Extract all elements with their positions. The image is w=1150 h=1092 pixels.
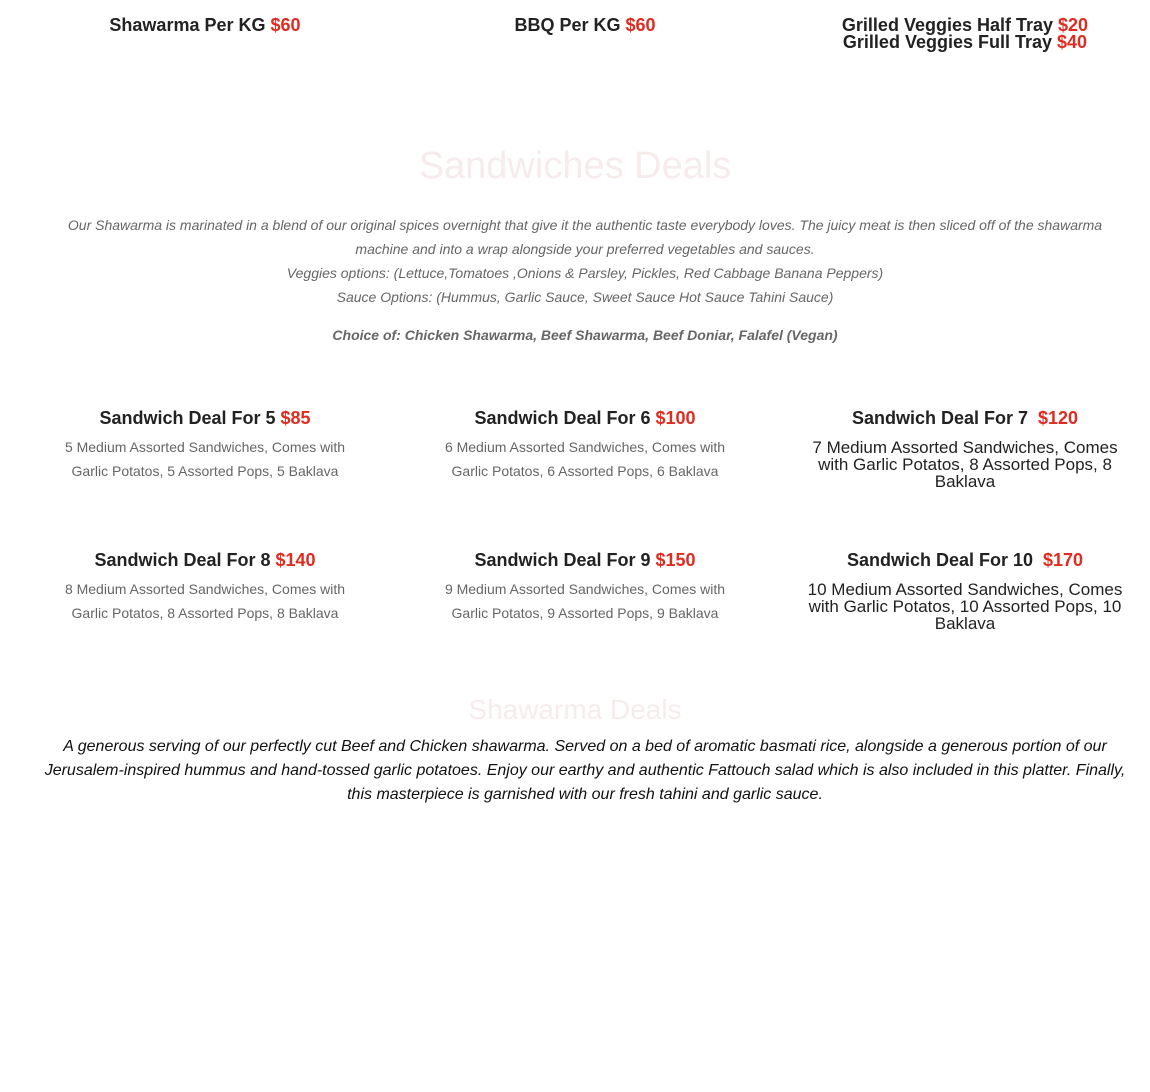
deal-description: 5 Medium Assorted Sandwiches, Comes with Garlic Potatos, 5 Assorted Pops, 5 Baklava: [64, 439, 346, 479]
item-price: $20: [1058, 15, 1089, 35]
deal-title: Sandwich Deal For 10: [846, 550, 1033, 570]
top-item-bbq: [410, 17, 760, 34]
deal-card: [410, 550, 760, 625]
deal-description: 8 Medium Assorted Sandwiches, Comes with Garlic Potatos, 8 Assorted Pops, 8 Baklava: [64, 581, 346, 621]
deal-title: Sandwich Deal For 6: [474, 408, 651, 428]
intro-description: Our Shawarma is marinated in a blend of our original spices overnight that give it the authentic taste everybody loves. The juicy meat is then sliced off of the shawarma machine and into a wrap alongside your preferred vegetables and sauces.: [67, 217, 1103, 257]
deal-title: Sandwich Deal For 5: [99, 408, 276, 428]
item-price: $40: [1057, 32, 1088, 52]
deal-title: Sandwich Deal For 8: [94, 550, 271, 570]
deal-price: $150: [655, 550, 696, 570]
item-label: BBQ Per KG: [514, 15, 621, 35]
top-item-grilled-veggies: [790, 17, 1140, 51]
deal-card: [30, 408, 380, 483]
veggie-options: Veggies options: (Lettuce,Tomatoes ,Onions & Parsley, Pickles, Red Cabbage Banana Peppers): [286, 265, 884, 281]
shawarma-deals-description: A generous serving of our perfectly cut Beef and Chicken shawarma. Served on a bed of aromatic basmati rice, alongside a generous portion of our Jerusalem-inspired hummus and hand-tossed garlic potatoes. Enjoy our earthy and authentic Fattouch salad which is also included in this platter. Finally, this masterpiece is garnished with our fresh tahini and garlic sauce.: [44, 738, 1126, 803]
deal-price: $140: [275, 550, 316, 570]
choice-options: Choice of: Chicken Shawarma, Beef Shawarma, Beef Doniar, Falafel (Vegan): [332, 327, 838, 343]
deal-description: 7 Medium Assorted Sandwiches, Comes with Garlic Potatos, 8 Assorted Pops, 8 Baklava: [812, 438, 1118, 491]
deal-price: $170: [1043, 550, 1084, 570]
sandwiches-section-title: Sandwiches Deals: [418, 145, 732, 187]
sandwiches-intro: [60, 213, 1110, 347]
item-price: $60: [270, 15, 301, 35]
deal-card: [30, 550, 380, 625]
sauce-options: Sauce Options: (Hummus, Garlic Sauce, Sweet Sauce Hot Sauce Tahini Sauce): [336, 289, 834, 305]
deal-description: 9 Medium Assorted Sandwiches, Comes with Garlic Potatos, 9 Assorted Pops, 9 Baklava: [444, 581, 726, 621]
deal-description: 6 Medium Assorted Sandwiches, Comes with Garlic Potatos, 6 Assorted Pops, 6 Baklava: [444, 439, 726, 479]
deal-card: [410, 408, 760, 483]
deal-title: Sandwich Deal For 9: [474, 550, 651, 570]
deal-price: $85: [280, 408, 311, 428]
deal-price: $120: [1038, 408, 1079, 428]
item-label: Grilled Veggies Full Tray: [842, 32, 1052, 52]
item-label: Shawarma Per KG: [109, 15, 266, 35]
item-price: $60: [625, 15, 656, 35]
deal-card: [795, 550, 1135, 632]
top-item-shawarma: [30, 17, 380, 34]
deal-card: [795, 408, 1135, 490]
item-label: Grilled Veggies Half Tray: [841, 15, 1054, 35]
deal-description: 10 Medium Assorted Sandwiches, Comes with Garlic Potatos, 10 Assorted Pops, 10 Baklava: [807, 580, 1123, 633]
deal-title: Sandwich Deal For 7: [851, 408, 1028, 428]
shawarma-section-title: Shawarma Deals: [468, 694, 682, 725]
deal-price: $100: [655, 408, 696, 428]
